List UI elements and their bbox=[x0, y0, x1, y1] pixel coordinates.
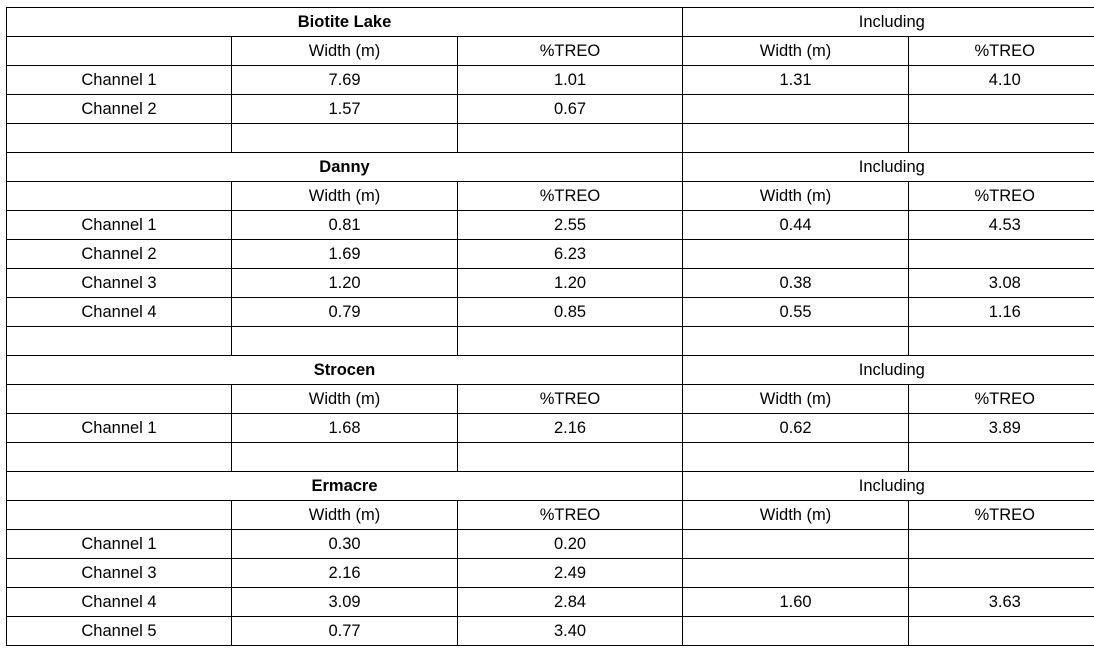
cell-inc-treo bbox=[909, 617, 1094, 646]
column-header-width: Width (m) bbox=[232, 182, 458, 211]
column-header-row bbox=[7, 37, 1094, 66]
cell-inc-width: 1.31 bbox=[683, 66, 909, 95]
cell-width: 1.57 bbox=[232, 95, 458, 124]
spacer-row bbox=[7, 443, 1094, 472]
row-label: Channel 3 bbox=[7, 559, 232, 588]
site-name: Ermacre bbox=[7, 472, 683, 501]
cell-width: 3.09 bbox=[232, 588, 458, 617]
cell-inc-treo bbox=[909, 559, 1094, 588]
column-header-inc-width: Width (m) bbox=[683, 37, 909, 66]
cell-treo: 2.16 bbox=[458, 414, 683, 443]
group-header-row bbox=[7, 356, 1094, 385]
table-row bbox=[7, 240, 1094, 269]
table-row bbox=[7, 617, 1094, 646]
table-row bbox=[7, 66, 1094, 95]
cell-width: 0.81 bbox=[232, 211, 458, 240]
row-label: Channel 1 bbox=[7, 530, 232, 559]
group-header-row bbox=[7, 153, 1094, 182]
cell-width: 1.68 bbox=[232, 414, 458, 443]
column-header-width: Width (m) bbox=[232, 37, 458, 66]
cell-width: 7.69 bbox=[232, 66, 458, 95]
table-row bbox=[7, 414, 1094, 443]
column-header-empty bbox=[7, 37, 232, 66]
cell-inc-width bbox=[683, 530, 909, 559]
row-label: Channel 2 bbox=[7, 240, 232, 269]
column-header-empty bbox=[7, 501, 232, 530]
site-name: Biotite Lake bbox=[7, 8, 683, 37]
cell-treo: 2.55 bbox=[458, 211, 683, 240]
cell-treo: 6.23 bbox=[458, 240, 683, 269]
cell-treo: 1.20 bbox=[458, 269, 683, 298]
table-row bbox=[7, 211, 1094, 240]
cell-inc-width bbox=[683, 617, 909, 646]
cell-inc-width: 0.62 bbox=[683, 414, 909, 443]
column-header-width: Width (m) bbox=[232, 385, 458, 414]
cell-treo: 0.20 bbox=[458, 530, 683, 559]
column-header-inc-treo: %TREO bbox=[909, 182, 1094, 211]
row-label: Channel 2 bbox=[7, 95, 232, 124]
cell-treo: 2.84 bbox=[458, 588, 683, 617]
site-name: Strocen bbox=[7, 356, 683, 385]
cell-inc-treo: 1.16 bbox=[909, 298, 1094, 327]
table-row bbox=[7, 269, 1094, 298]
cell-inc-treo: 3.63 bbox=[909, 588, 1094, 617]
cell-treo: 3.40 bbox=[458, 617, 683, 646]
spacer-row bbox=[7, 124, 1094, 153]
cell-inc-treo bbox=[909, 530, 1094, 559]
including-label: Including bbox=[683, 472, 1094, 501]
table-row bbox=[7, 559, 1094, 588]
cell-width: 0.30 bbox=[232, 530, 458, 559]
row-label: Channel 1 bbox=[7, 66, 232, 95]
column-header-inc-treo: %TREO bbox=[909, 37, 1094, 66]
cell-inc-treo bbox=[909, 240, 1094, 269]
column-header-empty bbox=[7, 182, 232, 211]
column-header-treo: %TREO bbox=[458, 37, 683, 66]
cell-width: 0.79 bbox=[232, 298, 458, 327]
table-row bbox=[7, 588, 1094, 617]
column-header-inc-treo: %TREO bbox=[909, 385, 1094, 414]
cell-inc-treo: 3.89 bbox=[909, 414, 1094, 443]
cell-inc-width: 0.44 bbox=[683, 211, 909, 240]
column-header-row bbox=[7, 182, 1094, 211]
spacer-row bbox=[7, 327, 1094, 356]
cell-inc-treo bbox=[909, 95, 1094, 124]
cell-width: 2.16 bbox=[232, 559, 458, 588]
row-label: Channel 1 bbox=[7, 211, 232, 240]
column-header-width: Width (m) bbox=[232, 501, 458, 530]
table-row bbox=[7, 530, 1094, 559]
results-table bbox=[6, 7, 1094, 646]
cell-treo: 1.01 bbox=[458, 66, 683, 95]
including-label: Including bbox=[683, 356, 1094, 385]
cell-treo: 0.85 bbox=[458, 298, 683, 327]
including-label: Including bbox=[683, 8, 1094, 37]
cell-inc-width: 0.38 bbox=[683, 269, 909, 298]
column-header-treo: %TREO bbox=[458, 385, 683, 414]
cell-inc-treo: 4.53 bbox=[909, 211, 1094, 240]
column-header-inc-treo: %TREO bbox=[909, 501, 1094, 530]
cell-treo: 2.49 bbox=[458, 559, 683, 588]
column-header-row bbox=[7, 501, 1094, 530]
cell-treo: 0.67 bbox=[458, 95, 683, 124]
including-label: Including bbox=[683, 153, 1094, 182]
site-name: Danny bbox=[7, 153, 683, 182]
cell-inc-width bbox=[683, 240, 909, 269]
cell-width: 1.20 bbox=[232, 269, 458, 298]
row-label: Channel 1 bbox=[7, 414, 232, 443]
group-header-row bbox=[7, 8, 1094, 37]
row-label: Channel 4 bbox=[7, 588, 232, 617]
column-header-treo: %TREO bbox=[458, 501, 683, 530]
column-header-inc-width: Width (m) bbox=[683, 385, 909, 414]
column-header-treo: %TREO bbox=[458, 182, 683, 211]
group-header-row bbox=[7, 472, 1094, 501]
column-header-inc-width: Width (m) bbox=[683, 501, 909, 530]
cell-width: 0.77 bbox=[232, 617, 458, 646]
cell-inc-treo: 3.08 bbox=[909, 269, 1094, 298]
cell-inc-width bbox=[683, 95, 909, 124]
row-label: Channel 5 bbox=[7, 617, 232, 646]
column-header-inc-width: Width (m) bbox=[683, 182, 909, 211]
cell-inc-treo: 4.10 bbox=[909, 66, 1094, 95]
column-header-empty bbox=[7, 385, 232, 414]
row-label: Channel 3 bbox=[7, 269, 232, 298]
cell-inc-width: 0.55 bbox=[683, 298, 909, 327]
cell-inc-width: 1.60 bbox=[683, 588, 909, 617]
cell-inc-width bbox=[683, 559, 909, 588]
cell-width: 1.69 bbox=[232, 240, 458, 269]
table-row bbox=[7, 298, 1094, 327]
row-label: Channel 4 bbox=[7, 298, 232, 327]
column-header-row bbox=[7, 385, 1094, 414]
table-row bbox=[7, 95, 1094, 124]
